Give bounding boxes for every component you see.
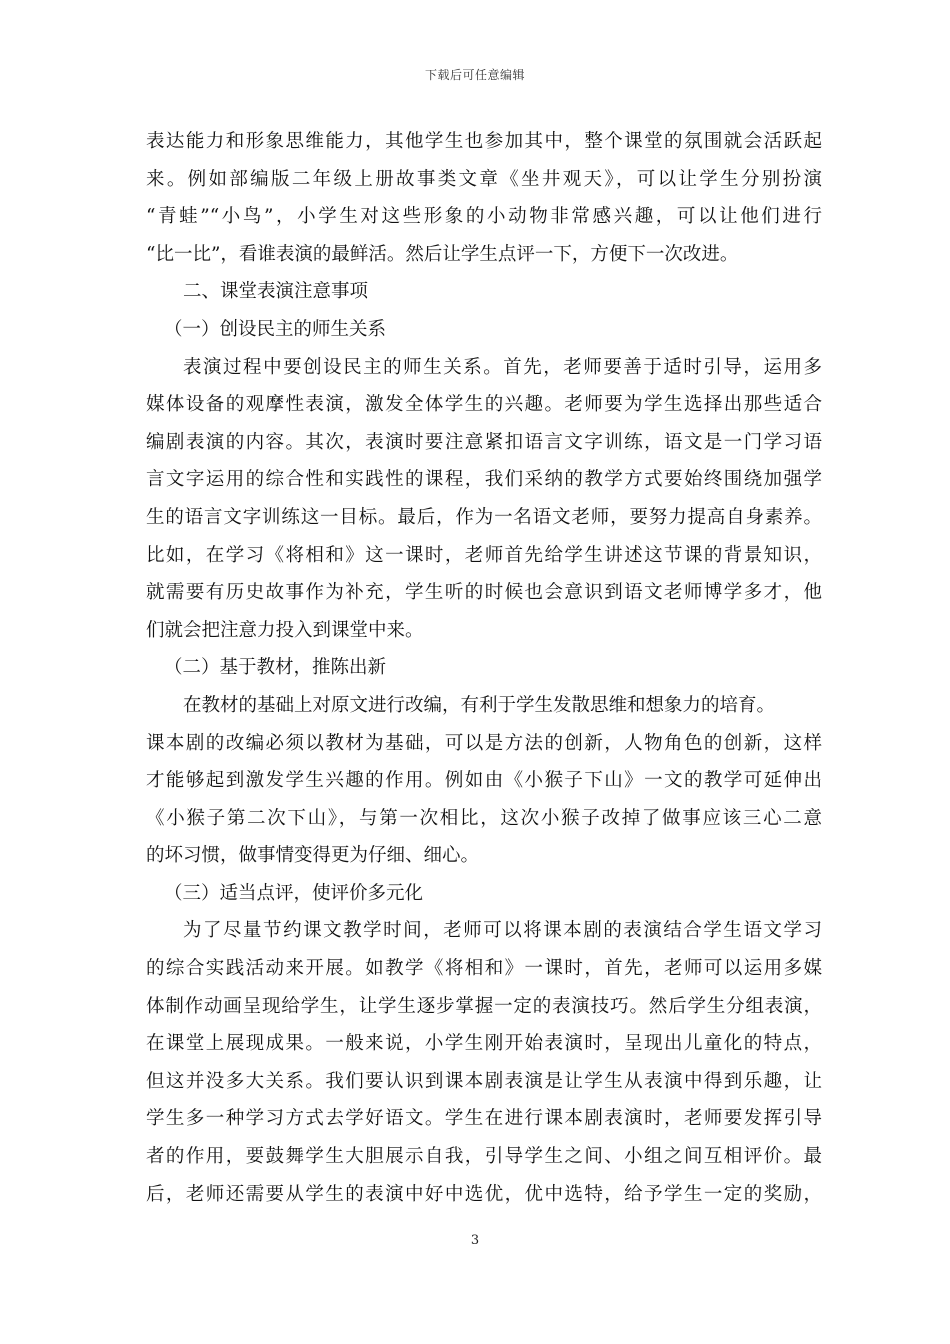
text-line: 就需要有历史故事作为补充，学生听的时候也会意识到语文老师博学多才，他	[146, 582, 822, 604]
text-line: 的综合实践活动来开展。如教学《将相和》一课时，首先，老师可以运用多媒	[146, 958, 822, 980]
text-line: 言文字运用的综合性和实践性的课程，我们采纳的教学方式要始终围绕加强学	[146, 469, 822, 491]
text-line: 但这并没多大关系。我们要认识到课本剧表演是让学生从表演中得到乐趣，让	[146, 1070, 822, 1092]
text-line: 学生多一种学习方式去学好语文。学生在进行课本剧表演时，老师要发挥引导	[146, 1108, 822, 1130]
text-line: 才能够起到激发学生兴趣的作用。例如由《小猴子下山》一文的教学可延伸出	[146, 770, 822, 792]
text-line: 媒体设备的观摩性表演，激发全体学生的兴趣。老师要为学生选择出那些适合	[146, 394, 822, 416]
text-line: 体制作动画呈现给学生，让学生逐步掌握一定的表演技巧。然后学生分组表演，	[146, 995, 822, 1017]
text-line: 在教材的基础上对原文进行改编，有利于学生发散思维和想象力的培育。	[183, 694, 776, 716]
page-number: 3	[470, 1233, 480, 1248]
text-line: 课本剧的改编必须以教材为基础，可以是方法的创新，人物角色的创新，这样	[146, 732, 822, 754]
text-line: 的坏习惯，做事情变得更为仔细、细心。	[146, 845, 480, 867]
text-line: 者的作用，要鼓舞学生大胆展示自我，引导学生之间、小组之间互相评价。最	[146, 1146, 822, 1168]
page-header: 下载后可任意编辑	[424, 68, 525, 82]
text-line: 们就会把注意力投入到课堂中来。	[146, 619, 424, 641]
text-line: 后，老师还需要从学生的表演中好中选优，优中选特，给予学生一定的奖励，	[146, 1183, 822, 1205]
text-line: 《小猴子第二次下山》，与第一次相比，这次小猴子改掉了做事应该三心二意	[146, 807, 822, 829]
document-body	[146, 123, 822, 1213]
text-line: “比一比”，看谁表演的最鲜活。然后让学生点评一下，方便下一次改进。	[146, 243, 739, 265]
text-line: 生的语言文字训练这一目标。最后，作为一名语文老师，要努力提高自身素养。	[146, 506, 822, 528]
text-line: 编剧表演的内容。其次，表演时要注意紧扣语言文字训练，语文是一门学习语	[146, 431, 822, 453]
text-line: 为了尽量节约课文教学时间，老师可以将课本剧的表演结合学生语文学习	[183, 920, 822, 942]
text-line: 比如，在学习《将相和》这一课时，老师首先给学生讲述这节课的背景知识，	[146, 544, 822, 566]
text-line: 来。例如部编版二年级上册故事类文章《坐井观天》，可以让学生分别扮演	[146, 168, 822, 190]
subsection-heading: （三）适当点评，使评价多元化	[164, 882, 424, 904]
text-line: 在课堂上展现成果。一般来说，小学生刚开始表演时，呈现出儿童化的特点，	[146, 1033, 822, 1055]
subsection-heading: （二）基于教材，推陈出新	[164, 657, 387, 679]
subsection-heading: （一）创设民主的师生关系	[164, 318, 387, 340]
text-line: 表演过程中要创设民主的师生关系。首先，老师要善于适时引导，运用多	[183, 356, 822, 378]
text-line: 表达能力和形象思维能力，其他学生也参加其中，整个课堂的氛围就会活跃起	[146, 131, 822, 152]
text-line: “青蛙”“小鸟”，小学生对这些形象的小动物非常感兴趣，可以让他们进行	[146, 206, 822, 228]
section-heading: 二、课堂表演注意事项	[183, 281, 369, 303]
